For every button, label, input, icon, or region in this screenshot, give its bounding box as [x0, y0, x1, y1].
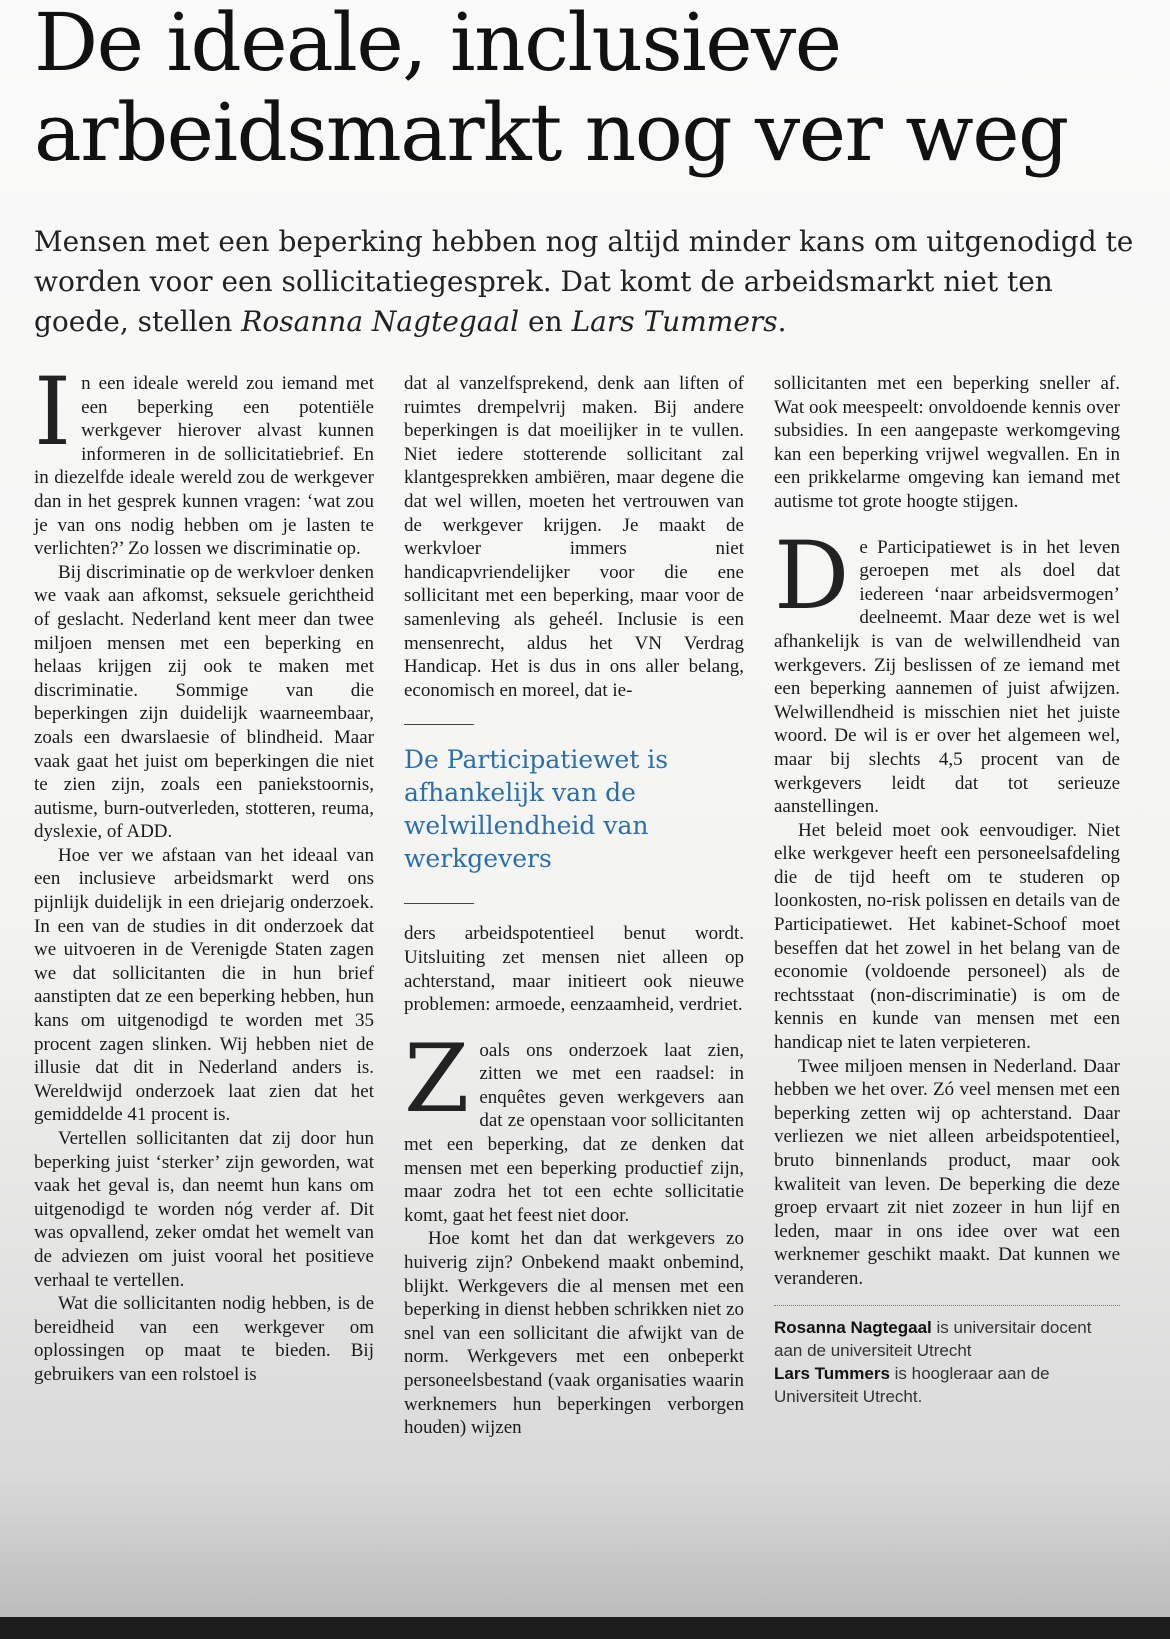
- column-3: [774, 372, 1120, 1408]
- pull-quote: De Participatiewet is afhankelijk van de welwillendheid van werkgevers: [404, 745, 669, 874]
- bio-name-2: Lars Tummers: [774, 1363, 890, 1383]
- paragraph: Wat die sollicitanten nodig hebben, is de bereidheid van een werkgever om oplossingen op maat te bieden. Bij gebruikers van een rolstoel is: [34, 1293, 374, 1385]
- paragraph-text: oals ons onderzoek laat zien, zitten we met een raadsel: in enquêtes geven werkgevers aan dat ze openstaan voor sollicitanten met een beperking, dat ze denken dat mensen met een beperking productief zijn, maar zodra het tot een echte sollicitatie komt, gaat het feest niet door.: [404, 1039, 744, 1226]
- lede-end: .: [777, 305, 787, 338]
- divider: [404, 903, 474, 904]
- paragraph: sollicitanten met een beperking sneller af. Wat ook meespeelt: onvoldoende kennis over subsidies. In een aangepaste werkomgeving kan een beperking vrijwel wegvallen. En in een prikkelarme omgeving kan iemand met autisme tot grote hoogte stijgen.: [774, 373, 1120, 512]
- column-1: [34, 358, 374, 1387]
- paragraph: Het beleid moet ook eenvoudiger. Niet elke werkgever heeft een personeelsafdeling die de tijd heeft om te studeren op loonkosten, no-risk polissen en details van de Participatiewet. Het kabinet-Schoof moet beseffen dat het zowel in het belang van de economie (voldoende personeel) als de rechtsstaat (non-discriminatie) is om de kennis en kunde van mensen met een handicap niet te laten verpieteren.: [774, 819, 1120, 1054]
- drop-cap: Z: [404, 1024, 470, 1134]
- paragraph-text: n een ideale wereld zou iemand met een beperking een potentiële werkgever hierover alvast kunnen informeren in de sollicitatiebrief. En in diezelfde ideale wereld zou de werkgever dan in het gesprek kunnen vragen: ‘wat zou je van ons nodig hebben om je lasten te verlichten?’ Zo lossen we discriminatie op.: [34, 373, 374, 560]
- lede-text: Mensen met een beperking hebben nog altijd minder kans om uitgenodigd te worden voor een sollicitatiegesprek. Dat komt de arbeidsmarkt niet ten goede, stellen: [34, 225, 1134, 338]
- paragraph: [404, 1024, 744, 1228]
- paragraph: Hoe komt het dan dat werkgevers zo huiverig zijn? Onbekend maakt onbemind, blijkt. Werkgevers die al mensen met een beperking in dienst hebben schrikken niet zo snel van een sollicitant die afwijkt van de norm. Werkgevers met een onbeperkt personeelsbestand (vaak organisaties waarin werknemers hun beperkingen verborgen houden) wijzen: [404, 1228, 744, 1439]
- paragraph: [774, 521, 1120, 819]
- divider: [404, 724, 474, 725]
- column-2: [404, 372, 744, 1440]
- paragraph: ders arbeidspotentieel benut wordt. Uitsluiting zet mensen niet alleen op achterstand, maar initieert ook nieuwe problemen: armoede, eenzaamheid, verdriet.: [404, 923, 744, 1016]
- paragraph: dat al vanzelfsprekend, denk aan liften of ruimtes drempelvrij maken. Bij andere beperkingen is dat moeilijker in te vullen. Niet iedere stotterende sollicitant zal klantgesprekken ambiëren, maar degene die dat wel willen, moeten het vertrouwen van de werkgever krijgen. Je maakt de werkvloer immers niet handicapvriendelijker voor die ene sollicitant met een beperking, maar voor de samenleving als geheél. Inclusie is een mensenrecht, aldus het VN Verdrag Handicap. Het is dus in ons aller belang, economisch en moreel, dat ie-: [404, 373, 744, 701]
- headline: De ideale, inclusieve arbeidsmarkt nog ver weg: [34, 0, 1068, 179]
- drop-cap: I: [34, 358, 72, 467]
- lede-author-2: Lars Tummers: [571, 305, 778, 338]
- paragraph: Vertellen sollicitanten dat zij door hun beperking juist ‘sterker’ zijn geworden, wat vaak het geval is, dan neemt hun kans om uitgenodigd te worden nóg verder af. Dit was opvallend, zeker omdat het wemelt van de adviezen om juist vooral het positieve verhaal te vertellen.: [34, 1128, 374, 1291]
- paragraph: [34, 358, 374, 561]
- paragraph: Hoe ver we afstaan van het ideaal van een inclusieve arbeidsmarkt werd ons pijnlijk duidelijk in een driejarig onderzoek. In een van de studies in dit onderzoek dat we uitvoeren in de Verenigde Staten zagen we dat sollicitanten die in hun brief aanstipten dat ze een beperking hebben, hun kans om uitgenodigd te worden met 35 procent zagen slinken. Wij hebben niet de illusie dat dit in Nederland anders is. Wereldwijd onderzoek laat zien dat het gemiddelde 41 procent is.: [34, 844, 374, 1126]
- paragraph: Twee miljoen mensen in Nederland. Daar hebben we het over. Zó veel mensen met een beperking zetten wij op achterstand. Daar verliezen we niet alleen arbeidspotentieel, bruto binnenlands product, maar ook kwaliteit van leven. De beperking die deze groep ervaart zit niet zozeer in hun lijf en leden, maar in ons idee over wat een werknemer geschikt maakt. Dat kunnen we veranderen.: [774, 1055, 1120, 1289]
- bottom-bar: [0, 1617, 1170, 1639]
- lede: [34, 222, 1144, 342]
- author-bio: [774, 1305, 1120, 1408]
- lede-joiner: en: [528, 305, 563, 338]
- bio-role-2: is hoogleraar aan de Universiteit Utrecht.: [774, 1363, 1050, 1406]
- lede-author-1: Rosanna Nagtegaal: [241, 305, 520, 338]
- drop-cap: D: [774, 521, 850, 631]
- paragraph-text: e Participatiewet is in het leven geroepen met als doel dat iedereen ‘naar arbeidsvermogen’ deelneemt. Maar deze wet is wel afhankelijk is van de welwillendheid van werkgevers. Zij beslissen of ze iemand met een beperking aannemen of juist afwijzen. Welwillendheid is misschien niet het juiste woord. De wil is er over het algemeen wel, maar bij slechts 4,5 procent van de werkgevers leidt dat tot serieuze aanstellingen.: [774, 536, 1120, 818]
- bio-name-1: Rosanna Nagtegaal: [774, 1317, 932, 1337]
- paragraph: Bij discriminatie op de werkvloer denken we vaak aan afkomst, seksuele gerichtheid of geslacht. Nederland kent meer dan twee miljoen mensen met een beperking en helaas krijgen zij ook te maken met discriminatie. Sommige van die beperkingen zijn duidelijk waarneembaar, zoals een dwarslaesie of blindheid. Maar vaak gaat het juist om beperkingen die niet te zien zijn, zoals een paniekstoornis, autisme, burn-outverleden, stotteren, reuma, dyslexie, of ADD.: [34, 561, 374, 843]
- bio-role-1: is universitair docent aan de universiteit Utrecht: [774, 1317, 1092, 1360]
